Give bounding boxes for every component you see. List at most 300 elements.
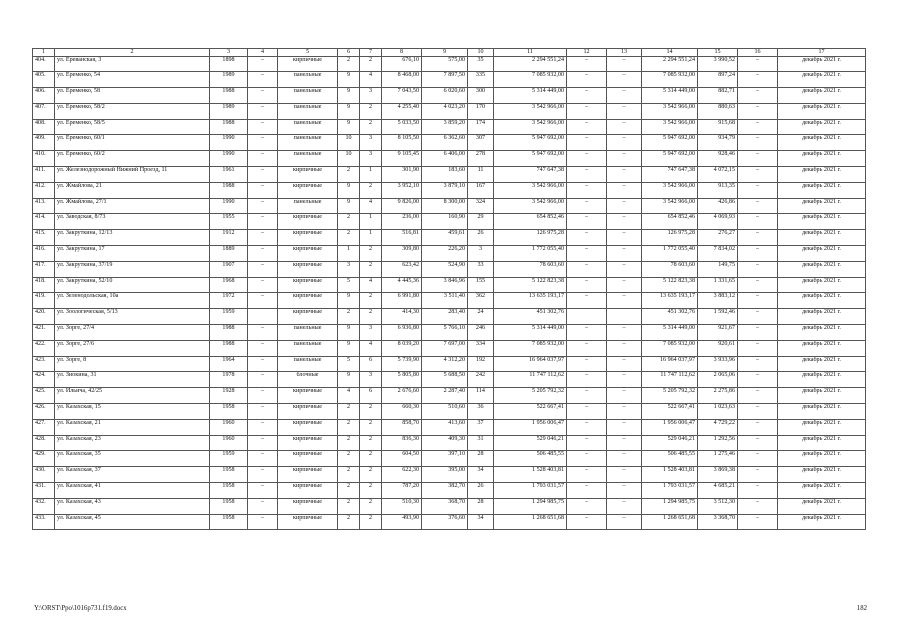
table-cell: –	[738, 293, 778, 309]
table-cell: 7 697,00	[422, 340, 468, 356]
table-row	[33, 198, 866, 214]
table-cell: 493,90	[382, 514, 422, 530]
column-header: 13	[607, 49, 642, 57]
table-cell: кирпичные	[278, 246, 338, 262]
table-cell: –	[567, 293, 607, 309]
table-cell: 1 793 031,57	[642, 483, 698, 499]
table-cell: 1 956 006,47	[494, 419, 567, 435]
table-cell: ул. Жмайлова, 27/1	[55, 198, 210, 214]
table-cell: –	[248, 404, 278, 420]
table-cell: ул. Казахская, 15	[55, 404, 210, 420]
table-cell: –	[607, 451, 642, 467]
table-cell: 2	[338, 498, 360, 514]
table-cell: –	[248, 356, 278, 372]
table-cell: 4	[338, 388, 360, 404]
table-cell: 301,90	[382, 167, 422, 183]
table-cell: 2	[360, 261, 382, 277]
table-cell: 920,61	[698, 340, 738, 356]
table-cell: –	[248, 372, 278, 388]
table-cell: 174	[468, 119, 494, 135]
table-cell: 3 542 966,00	[494, 103, 567, 119]
table-cell: 28	[468, 451, 494, 467]
table-cell: 430.	[33, 467, 55, 483]
table-cell: –	[607, 435, 642, 451]
table-cell: –	[567, 103, 607, 119]
table-cell: 747 647,38	[642, 167, 698, 183]
table-cell: 897,24	[698, 72, 738, 88]
table-cell: –	[607, 388, 642, 404]
table-cell: –	[248, 467, 278, 483]
table-row	[33, 72, 866, 88]
table-cell: –	[248, 483, 278, 499]
table-cell: декабрь 2021 г.	[778, 230, 866, 246]
column-header: 1	[33, 49, 55, 57]
table-cell: –	[738, 340, 778, 356]
table-cell: –	[248, 325, 278, 341]
table-cell: кирпичные	[278, 435, 338, 451]
table-cell: 9	[338, 88, 360, 104]
table-cell: декабрь 2021 г.	[778, 514, 866, 530]
table-row	[33, 167, 866, 183]
table-cell: 31	[468, 435, 494, 451]
table-cell: 459,61	[422, 230, 468, 246]
table-cell: 3	[468, 246, 494, 262]
table-cell: 604,50	[382, 451, 422, 467]
table-cell: –	[607, 151, 642, 167]
table-cell: ул. Еременко, 60/1	[55, 135, 210, 151]
table-cell: 3 883,12	[698, 293, 738, 309]
table-cell: 11 747 112,62	[642, 372, 698, 388]
table-cell: 34	[468, 467, 494, 483]
table-cell: 1990	[210, 135, 248, 151]
table-cell: 4 685,21	[698, 483, 738, 499]
table-cell: 623,42	[382, 261, 422, 277]
table-cell: декабрь 2021 г.	[778, 325, 866, 341]
table-cell: 9	[338, 72, 360, 88]
table-cell: 7 085 932,00	[642, 340, 698, 356]
table-cell: 2	[360, 467, 382, 483]
table-cell: 522 667,41	[494, 404, 567, 420]
table-row	[33, 277, 866, 293]
table-cell: –	[738, 135, 778, 151]
table-cell: 9	[338, 119, 360, 135]
table-cell: 1 268 651,68	[642, 514, 698, 530]
table-cell: –	[738, 246, 778, 262]
table-cell: кирпичные	[278, 498, 338, 514]
table-cell: 425.	[33, 388, 55, 404]
table-cell: –	[567, 214, 607, 230]
table-cell: 4	[360, 198, 382, 214]
column-header: 17	[778, 49, 866, 57]
table-cell: декабрь 2021 г.	[778, 167, 866, 183]
table-cell: –	[607, 514, 642, 530]
table-row	[33, 182, 866, 198]
table-cell: 506 485,55	[642, 451, 698, 467]
table-cell: декабрь 2021 г.	[778, 214, 866, 230]
table-cell: –	[738, 151, 778, 167]
column-header: 16	[738, 49, 778, 57]
table-cell: 5 947 692,00	[642, 151, 698, 167]
table-cell: 516,81	[382, 230, 422, 246]
table-cell: 1958	[210, 404, 248, 420]
table-cell: панельные	[278, 340, 338, 356]
table-cell: 9	[338, 182, 360, 198]
table-cell: 307	[468, 135, 494, 151]
table-cell: 426.	[33, 404, 55, 420]
table-cell: –	[738, 214, 778, 230]
table-cell: 1958	[210, 514, 248, 530]
table-cell: 2 275,86	[698, 388, 738, 404]
table-cell: 4 445,36	[382, 277, 422, 293]
table-cell: –	[248, 230, 278, 246]
table-cell: декабрь 2021 г.	[778, 72, 866, 88]
table-cell: 1972	[210, 293, 248, 309]
table-cell: 10	[338, 135, 360, 151]
table-cell: 5 205 792,32	[642, 388, 698, 404]
table-cell: ул. Казахская, 35	[55, 451, 210, 467]
table-cell: 5 122 823,38	[642, 277, 698, 293]
table-cell: –	[607, 404, 642, 420]
table-cell: 5	[338, 356, 360, 372]
table-cell: –	[567, 483, 607, 499]
table-row	[33, 246, 866, 262]
table-cell: 324	[468, 198, 494, 214]
table-cell: кирпичные	[278, 451, 338, 467]
table-cell: –	[567, 325, 607, 341]
table-cell: 1989	[210, 72, 248, 88]
table-cell: –	[738, 372, 778, 388]
table-cell: ул. Казахская, 37	[55, 467, 210, 483]
table-cell: 510,60	[422, 404, 468, 420]
data-table	[32, 48, 866, 530]
table-cell: 1 592,46	[698, 309, 738, 325]
table-cell: 155	[468, 277, 494, 293]
table-cell: –	[738, 435, 778, 451]
table-cell: –	[248, 261, 278, 277]
table-cell: –	[738, 230, 778, 246]
table-cell: 1958	[210, 498, 248, 514]
table-cell: 409.	[33, 135, 55, 151]
table-cell: –	[607, 356, 642, 372]
table-cell: –	[738, 103, 778, 119]
table-cell: –	[567, 198, 607, 214]
table-cell: 1961	[210, 167, 248, 183]
table-cell: 2	[360, 56, 382, 72]
table-cell: 411.	[33, 167, 55, 183]
table-cell: –	[607, 214, 642, 230]
table-cell: 1	[338, 246, 360, 262]
table-cell: кирпичные	[278, 277, 338, 293]
table-row	[33, 388, 866, 404]
table-cell: 5	[338, 277, 360, 293]
table-row	[33, 293, 866, 309]
table-cell: 4	[360, 277, 382, 293]
table-cell: 417.	[33, 261, 55, 277]
table-cell: 2 676,60	[382, 388, 422, 404]
table-cell: кирпичные	[278, 293, 338, 309]
table-cell: декабрь 2021 г.	[778, 498, 866, 514]
table-cell: 8 300,00	[422, 198, 468, 214]
table-cell: 429.	[33, 451, 55, 467]
table-cell: 7 085 932,00	[494, 340, 567, 356]
table-cell: –	[738, 277, 778, 293]
table-cell: 2	[338, 230, 360, 246]
table-cell: 34	[468, 514, 494, 530]
table-cell: ул. Закруткина, 12/13	[55, 230, 210, 246]
table-cell: 433.	[33, 514, 55, 530]
table-cell: 3 933,96	[698, 356, 738, 372]
table-cell: –	[607, 293, 642, 309]
table-cell: 1988	[210, 340, 248, 356]
table-cell: декабрь 2021 г.	[778, 56, 866, 72]
table-cell: 2	[338, 451, 360, 467]
table-cell: 1898	[210, 56, 248, 72]
table-cell: 407.	[33, 103, 55, 119]
table-cell: 78 603,60	[642, 261, 698, 277]
table-cell: –	[738, 356, 778, 372]
table-cell: 934,79	[698, 135, 738, 151]
table-cell: 3 542 966,00	[642, 103, 698, 119]
table-cell: 1959	[210, 309, 248, 325]
table-cell: 1960	[210, 435, 248, 451]
table-cell: 2	[338, 167, 360, 183]
table-cell: –	[567, 246, 607, 262]
table-cell: декабрь 2021 г.	[778, 151, 866, 167]
table-cell: –	[738, 419, 778, 435]
table-cell: ул. Еременко, 58/5	[55, 119, 210, 135]
column-header: 11	[494, 49, 567, 57]
table-cell: кирпичные	[278, 309, 338, 325]
table-cell: –	[607, 246, 642, 262]
table-cell: 10	[338, 151, 360, 167]
table-cell: 149,75	[698, 261, 738, 277]
table-cell: 654 852,46	[642, 214, 698, 230]
table-cell: 5 805,80	[382, 372, 422, 388]
table-cell: 7 043,50	[382, 88, 422, 104]
table-cell: 226,20	[422, 246, 468, 262]
table-cell: –	[567, 88, 607, 104]
table-cell: 2	[360, 103, 382, 119]
table-cell: 16 964 037,97	[494, 356, 567, 372]
table-cell: 6 020,60	[422, 88, 468, 104]
table-cell: 6	[360, 388, 382, 404]
table-cell: –	[567, 419, 607, 435]
table-cell: 26	[468, 483, 494, 499]
table-cell: 1 772 055,40	[642, 246, 698, 262]
table-cell: 1 023,63	[698, 404, 738, 420]
table-cell: –	[567, 167, 607, 183]
table-cell: 408.	[33, 119, 55, 135]
table-cell: 36	[468, 404, 494, 420]
table-cell: декабрь 2021 г.	[778, 261, 866, 277]
table-cell: –	[567, 435, 607, 451]
table-cell: 242	[468, 372, 494, 388]
table-cell: панельные	[278, 119, 338, 135]
table-cell: –	[567, 467, 607, 483]
table-cell: 8 468,00	[382, 72, 422, 88]
table-cell: 1889	[210, 246, 248, 262]
table-cell: –	[567, 56, 607, 72]
table-cell: –	[607, 88, 642, 104]
table-cell: 6 991,80	[382, 293, 422, 309]
table-cell: 126 975,28	[494, 230, 567, 246]
table-cell: 1 331,65	[698, 277, 738, 293]
table-cell: 421.	[33, 325, 55, 341]
table-cell: 183,60	[422, 167, 468, 183]
table-cell: –	[567, 72, 607, 88]
table-row	[33, 88, 866, 104]
table-cell: кирпичные	[278, 182, 338, 198]
table-cell: 1960	[210, 419, 248, 435]
table-cell: 309,80	[382, 246, 422, 262]
table-cell: –	[738, 167, 778, 183]
table-cell: 2	[338, 483, 360, 499]
table-cell: 414.	[33, 214, 55, 230]
table-cell: 410.	[33, 151, 55, 167]
table-cell: декабрь 2021 г.	[778, 277, 866, 293]
table-cell: декабрь 2021 г.	[778, 198, 866, 214]
table-cell: –	[567, 182, 607, 198]
table-cell: 362	[468, 293, 494, 309]
table-cell: 9 105,45	[382, 151, 422, 167]
table-cell: ул. Закруткина, 17	[55, 246, 210, 262]
table-cell: –	[738, 88, 778, 104]
table-cell: кирпичные	[278, 214, 338, 230]
table-cell: 2	[338, 514, 360, 530]
table-row	[33, 214, 866, 230]
table-cell: 1955	[210, 214, 248, 230]
table-cell: ул. Еременко, 60/2	[55, 151, 210, 167]
table-cell: 5 947 692,00	[642, 135, 698, 151]
table-cell: 1 292,56	[698, 435, 738, 451]
table-cell: 276,27	[698, 230, 738, 246]
table-cell: 424.	[33, 372, 55, 388]
table-cell: 676,10	[382, 56, 422, 72]
table-cell: 836,30	[382, 435, 422, 451]
table-cell: ул. Ереванская, 3	[55, 56, 210, 72]
table-cell: 5 205 792,32	[494, 388, 567, 404]
table-cell: –	[248, 340, 278, 356]
table-cell: 1990	[210, 151, 248, 167]
table-cell: –	[248, 514, 278, 530]
table-cell: 1 268 651,68	[494, 514, 567, 530]
table-cell: 3 542 966,00	[494, 198, 567, 214]
table-cell: 2	[338, 419, 360, 435]
table-cell: –	[738, 56, 778, 72]
table-cell: 5 766,10	[422, 325, 468, 341]
table-cell: 5 688,50	[422, 372, 468, 388]
table-cell: декабрь 2021 г.	[778, 293, 866, 309]
table-cell: 1 793 031,57	[494, 483, 567, 499]
table-cell: 4 255,40	[382, 103, 422, 119]
table-cell: декабрь 2021 г.	[778, 404, 866, 420]
table-cell: ул. Зорге, 27/6	[55, 340, 210, 356]
footer-file-path: Y:\ORST\Ppo\1016p731.f19.docx	[34, 605, 127, 612]
column-header: 6	[338, 49, 360, 57]
table-cell: 3 879,10	[422, 182, 468, 198]
table-cell: 3 511,40	[422, 293, 468, 309]
table-cell: 413,60	[422, 419, 468, 435]
table-cell: –	[248, 135, 278, 151]
table-cell: 921,67	[698, 325, 738, 341]
table-cell: –	[567, 404, 607, 420]
table-row	[33, 467, 866, 483]
table-cell: 33	[468, 261, 494, 277]
table-cell	[567, 309, 607, 325]
table-cell: декабрь 2021 г.	[778, 451, 866, 467]
table-cell: 3 542 966,00	[494, 119, 567, 135]
table-cell: 1990	[210, 198, 248, 214]
table-cell: –	[738, 514, 778, 530]
table-cell: 5 314 449,00	[494, 88, 567, 104]
table-cell: 5 314 449,00	[494, 325, 567, 341]
table-cell: 376,60	[422, 514, 468, 530]
table-row	[33, 498, 866, 514]
table-cell: 5 033,50	[382, 119, 422, 135]
table-cell: 2	[338, 214, 360, 230]
table-cell: 5 122 823,38	[494, 277, 567, 293]
table-cell: 170	[468, 103, 494, 119]
table-cell: 78 603,60	[494, 261, 567, 277]
table-cell: ул. Заводская, 8/73	[55, 214, 210, 230]
table-cell: –	[248, 167, 278, 183]
table-cell: ул. Казахская, 43	[55, 498, 210, 514]
table-cell: 880,63	[698, 103, 738, 119]
column-header: 12	[567, 49, 607, 57]
table-cell: 2	[360, 435, 382, 451]
table-cell: кирпичные	[278, 388, 338, 404]
table-cell: панельные	[278, 72, 338, 88]
table-cell: 427.	[33, 419, 55, 435]
table-cell: ул. Зорге, 8	[55, 356, 210, 372]
table-cell: 7 085 932,00	[494, 72, 567, 88]
column-header: 15	[698, 49, 738, 57]
table-cell: 2 287,40	[422, 388, 468, 404]
table-cell: декабрь 2021 г.	[778, 119, 866, 135]
table-cell: 1912	[210, 230, 248, 246]
table-cell: –	[248, 88, 278, 104]
table-cell: –	[738, 309, 778, 325]
table-cell: –	[738, 467, 778, 483]
table-cell: 1988	[210, 182, 248, 198]
table-cell: 413.	[33, 198, 55, 214]
table-cell: 4 312,20	[422, 356, 468, 372]
table-cell: 9	[338, 293, 360, 309]
table-cell: кирпичные	[278, 261, 338, 277]
table-cell: 8 105,50	[382, 135, 422, 151]
table-cell: 24	[468, 309, 494, 325]
table-cell: –	[607, 277, 642, 293]
table-cell: 4	[360, 72, 382, 88]
table-cell: 6	[360, 356, 382, 372]
table-row	[33, 103, 866, 119]
table-cell: 9	[338, 340, 360, 356]
table-cell: 529 046,21	[494, 435, 567, 451]
header-row	[33, 49, 866, 57]
table-cell: ул. Казахская, 23	[55, 435, 210, 451]
table-cell: кирпичные	[278, 167, 338, 183]
table-cell: 9	[338, 372, 360, 388]
table-cell: 16 964 037,97	[642, 356, 698, 372]
table-cell: 236,00	[382, 214, 422, 230]
column-header: 7	[360, 49, 382, 57]
table-cell: панельные	[278, 103, 338, 119]
table-cell: 5 314 449,00	[642, 88, 698, 104]
table-cell: 432.	[33, 498, 55, 514]
table-cell: 2 294 551,24	[494, 56, 567, 72]
table-row	[33, 135, 866, 151]
table-cell: 431.	[33, 483, 55, 499]
